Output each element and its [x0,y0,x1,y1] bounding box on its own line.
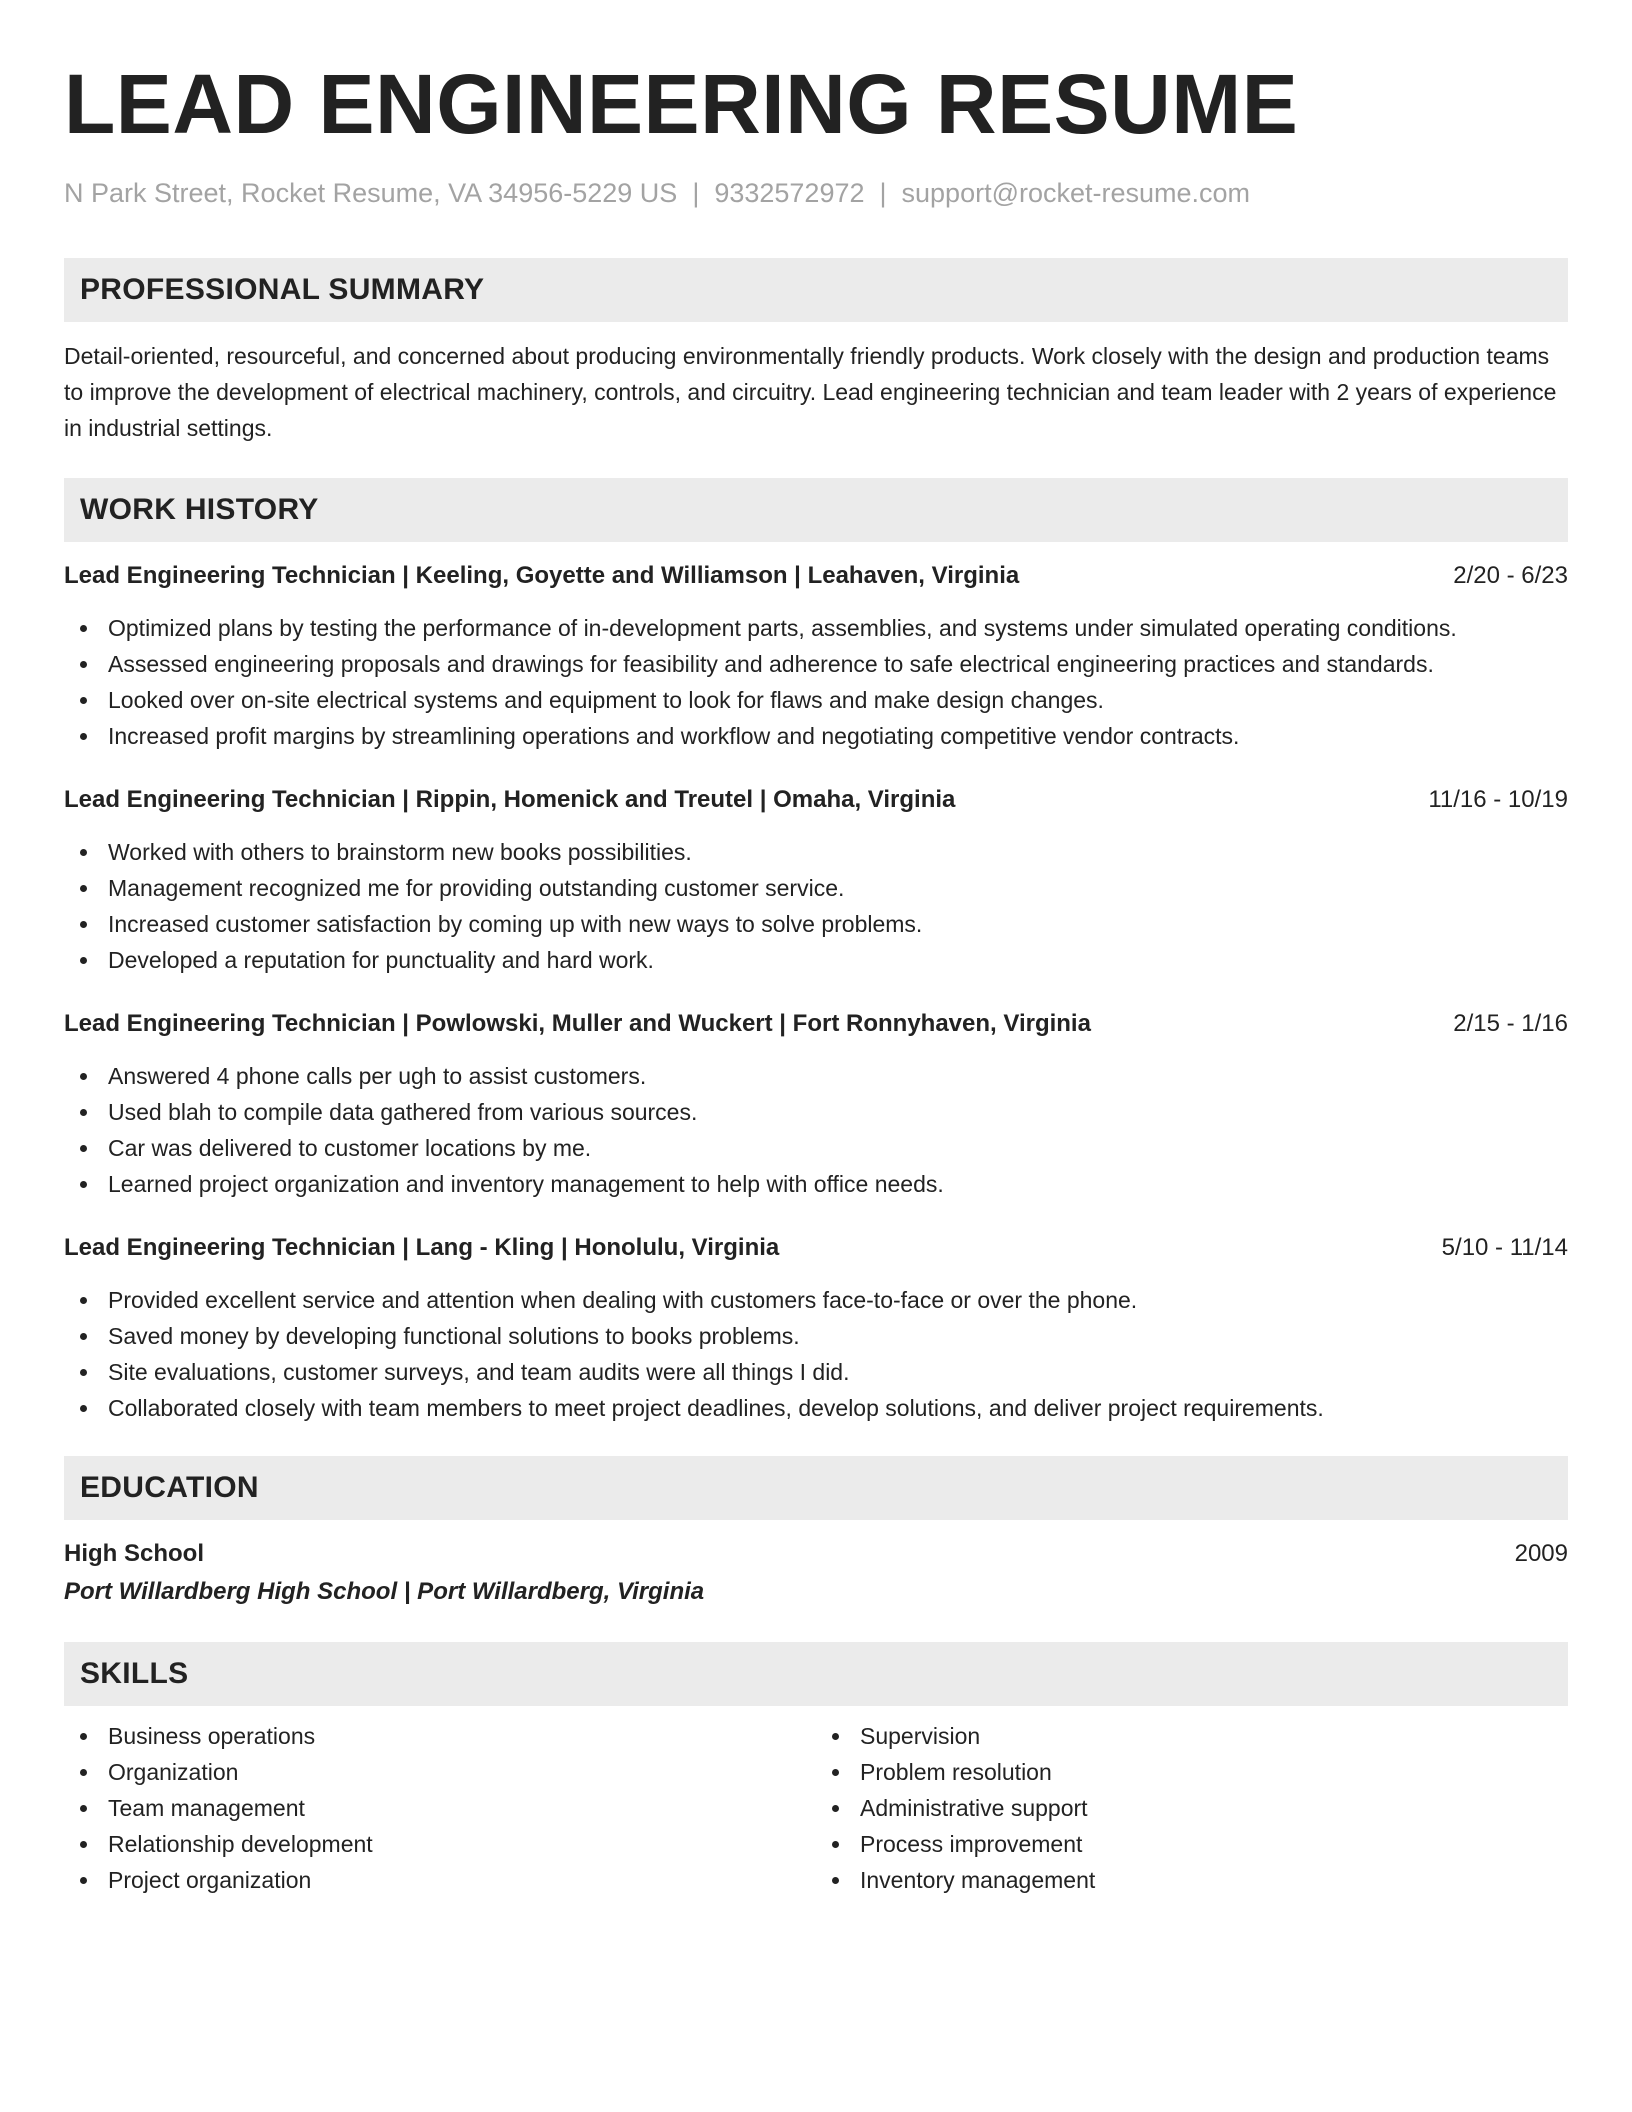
job-bullet: Assessed engineering proposals and drawings for feasibility and adherence to safe electrical engineering practices and standards. [64,646,1568,682]
contact-address: N Park Street, Rocket Resume, VA 34956-5229 US [64,178,678,208]
job-dates: 5/10 - 11/14 [1441,1234,1568,1261]
job-dates: 2/20 - 6/23 [1453,562,1568,589]
job-entry [64,784,1568,978]
job-bullet: Looked over on-site electrical systems and equipment to look for flaws and make design changes. [64,682,1568,718]
skills-column-right [816,1718,1568,1898]
job-bullet-list [64,834,1568,978]
job-bullet: Developed a reputation for punctuality and hard work. [64,942,1568,978]
job-dates: 2/15 - 1/16 [1453,1010,1568,1037]
education-entry [64,1536,1568,1612]
education-school: Port Willardberg High School | Port Willardberg, Virginia [64,1578,705,1605]
job-entry [64,1232,1568,1426]
job-heading: Lead Engineering Technician | Powlowski, Muller and Wuckert | Fort Ronnyhaven, Virginia [64,1010,1091,1037]
section-header-education: EDUCATION [64,1456,1568,1520]
skill-item: Inventory management [816,1862,1568,1898]
education-year: 2009 [1514,1540,1568,1567]
job-bullet: Saved money by developing functional solutions to books problems. [64,1318,1568,1354]
summary-text: Detail-oriented, resourceful, and concerned about producing environmentally friendly products. Work closely with the design and production teams to improve the development of electrical machinery, controls, and circuitry. Lead engineering technician and team leader with 2 years of experience in industrial settings. [64,343,1557,441]
job-heading-line [64,784,1568,816]
contact-phone: 9332572972 [714,178,865,208]
job-bullet: Management recognized me for providing outstanding customer service. [64,870,1568,906]
skill-item: Problem resolution [816,1754,1568,1790]
job-entry [64,1008,1568,1202]
skill-item: Relationship development [64,1826,816,1862]
resume-title: LEAD ENGINEERING RESUME [64,57,1299,151]
skills-list-right [816,1718,1568,1898]
job-bullet-list [64,610,1568,754]
job-heading-line [64,560,1568,592]
job-bullet: Provided excellent service and attention when dealing with customers face-to-face or over the phone. [64,1282,1568,1318]
skills-column-left [64,1718,816,1898]
skill-item: Business operations [64,1718,816,1754]
job-dates: 11/16 - 10/19 [1428,786,1568,813]
job-bullet: Site evaluations, customer surveys, and team audits were all things I did. [64,1354,1568,1390]
job-bullet: Increased customer satisfaction by coming up with new ways to solve problems. [64,906,1568,942]
job-bullet: Learned project organization and inventory management to help with office needs. [64,1166,1568,1202]
skill-item: Administrative support [816,1790,1568,1826]
section-header-skills: SKILLS [64,1642,1568,1706]
skill-item: Project organization [64,1862,816,1898]
job-heading: Lead Engineering Technician | Rippin, Homenick and Treutel | Omaha, Virginia [64,786,956,813]
job-heading: Lead Engineering Technician | Keeling, Goyette and Williamson | Leahaven, Virginia [64,562,1020,589]
section-header-work-history: WORK HISTORY [64,478,1568,542]
skill-item: Team management [64,1790,816,1826]
job-bullet: Answered 4 phone calls per ugh to assist customers. [64,1058,1568,1094]
job-bullet: Car was delivered to customer locations by me. [64,1130,1568,1166]
skill-item: Organization [64,1754,816,1790]
job-bullet: Collaborated closely with team members to meet project deadlines, develop solutions, and deliver project requirements. [64,1390,1568,1426]
skills-grid [64,1718,1568,1898]
contact-separator: | [879,178,887,208]
job-heading-line [64,1008,1568,1040]
skill-item: Supervision [816,1718,1568,1754]
job-bullet: Increased profit margins by streamlining operations and workflow and negotiating competitive vendor contracts. [64,718,1568,754]
education-heading-line [64,1536,1568,1572]
education-degree: High School [64,1540,204,1567]
job-entry [64,560,1568,754]
contact-separator: | [692,178,700,208]
skill-item: Process improvement [816,1826,1568,1862]
job-bullet: Used blah to compile data gathered from various sources. [64,1094,1568,1130]
contact-line [64,176,1568,210]
job-bullet: Optimized plans by testing the performance of in-development parts, assemblies, and systems under simulated operating conditions. [64,610,1568,646]
job-heading-line [64,1232,1568,1264]
job-bullet-list [64,1282,1568,1426]
job-bullet: Worked with others to brainstorm new books possibilities. [64,834,1568,870]
contact-email: support@rocket-resume.com [901,178,1251,208]
job-heading: Lead Engineering Technician | Lang - Kling | Honolulu, Virginia [64,1234,780,1261]
job-bullet-list [64,1058,1568,1202]
skills-list-left [64,1718,816,1898]
section-header-summary: PROFESSIONAL SUMMARY [64,258,1568,322]
